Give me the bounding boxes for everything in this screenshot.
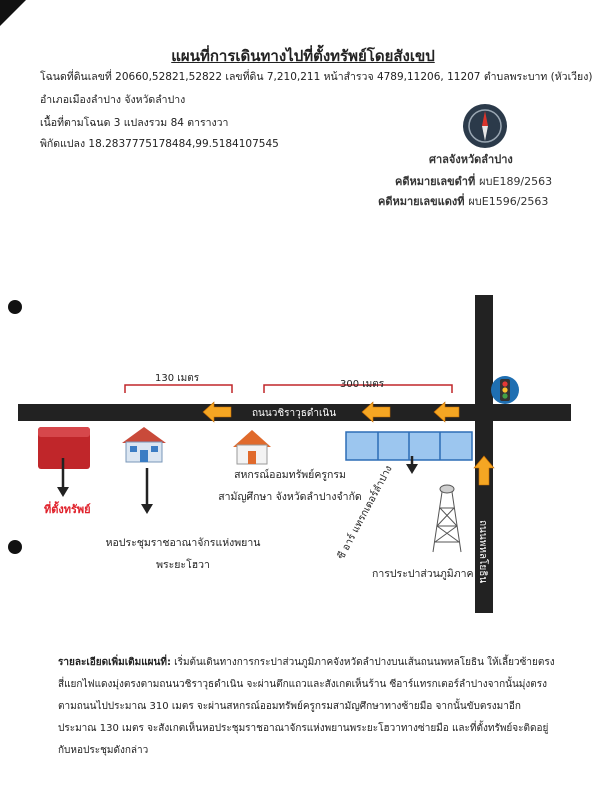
area-info: เนื้อที่ตามโฉนด 3 แปลงรวม 84 ตารางวา xyxy=(40,117,229,129)
property-pointer xyxy=(57,487,69,497)
waterworks-label: การประปาส่วนภูมิภาค xyxy=(372,568,474,580)
black-case-label: คดีหมายเลขดำที่ xyxy=(395,175,476,188)
deed-info: โฉนดที่ดินเลขที่ 20660,52821,52822 เลขที่ดิน 7,210,211 หน้าสำรวจ 4789,11206, 11207 ตำบลพระบาท (หัวเวียง) xyxy=(40,71,593,83)
hall-building-icon xyxy=(122,427,166,462)
traffic-light-icon xyxy=(491,376,519,404)
store-row-buildings xyxy=(346,432,472,460)
store-label: ซี อาร์ แทรกเตอร์ลำปาง xyxy=(335,463,395,562)
black-case xyxy=(395,172,552,190)
corner-mark xyxy=(0,0,26,26)
store-pointer xyxy=(406,464,418,474)
coop-building-icon xyxy=(233,430,271,464)
distance-label-300: 300 เมตร xyxy=(340,379,385,390)
distance-label-130: 130 เมตร xyxy=(155,373,200,384)
red-case-value: ผบE1596/2563 xyxy=(468,195,549,208)
property-label: ที่ตั้งทรัพย์ xyxy=(44,503,91,516)
distance-bracket-130 xyxy=(125,385,232,393)
hall-pointer xyxy=(141,504,153,514)
court-emblem xyxy=(461,102,509,150)
details-text: เริ่มต้นเดินทางการกระปาส่วนภูมิภาคจังหวัดลำปางบนเส้นถนนพหลโยธิน ให้เลี้ยวซ้ายตรงสี่แยกไฟแดงมุ่งตรงตามถนนวชิราวุธดำเนิน จะผ่านตึกแถวและสังเกตเห็นร้าน ซีอาร์แทรกเตอร์ลำปางจากนั้นมุ่งตรงตามถนนไปประมาณ 310 เมตร จะผ่านสหกรณ์ออมทรัพย์ครูกรมสามัญศึกษาทางซ้ายมือ จากนั้นขับตรงมาอีกประมาณ 130 เมตร จะสังเกตเห็นหอประชุมราชอาณาจักรแห่งพยานพระยะโฮวาทางซ่ายมือ และที่ตั้งทรัพย์จะติดอยู่กับหอประชุมดังกล่าว xyxy=(58,657,555,756)
main-road-label: ถนนวชิราวุธดำเนิน xyxy=(252,408,337,419)
details-label: รายละเอียดเพิ่มเติมแผนที่: xyxy=(58,657,171,668)
coordinates-info: พิกัดแปลง 18.2837775178484,99.5184107545 xyxy=(40,138,279,150)
red-case-label: คดีหมายเลขแดงที่ xyxy=(378,195,465,208)
water-tower-icon xyxy=(433,485,461,552)
district-info: อำเภอเมืองลำปาง จังหวัดลำปาง xyxy=(40,94,186,106)
coop-label: สหกรณ์ออมทรัพย์ครูกรม สามัญศึกษา จังหวัดลำปางจำกัด xyxy=(218,469,362,503)
side-road-label: ถนนพหลโยธิน xyxy=(477,520,488,584)
court-name: ศาลจังหวัดลำปาง xyxy=(429,153,513,166)
property-block-top xyxy=(38,427,90,437)
details-paragraph xyxy=(58,652,558,762)
red-case xyxy=(378,192,548,210)
black-case-value: ผบE189/2563 xyxy=(479,175,553,188)
page-title: แผนที่การเดินทางไปที่ตั้งทรัพย์โดยสังเขป xyxy=(171,47,435,65)
hall-label: หอประชุมราชอาณาจักรแห่งพยาน พระยะโฮวา xyxy=(105,537,261,571)
